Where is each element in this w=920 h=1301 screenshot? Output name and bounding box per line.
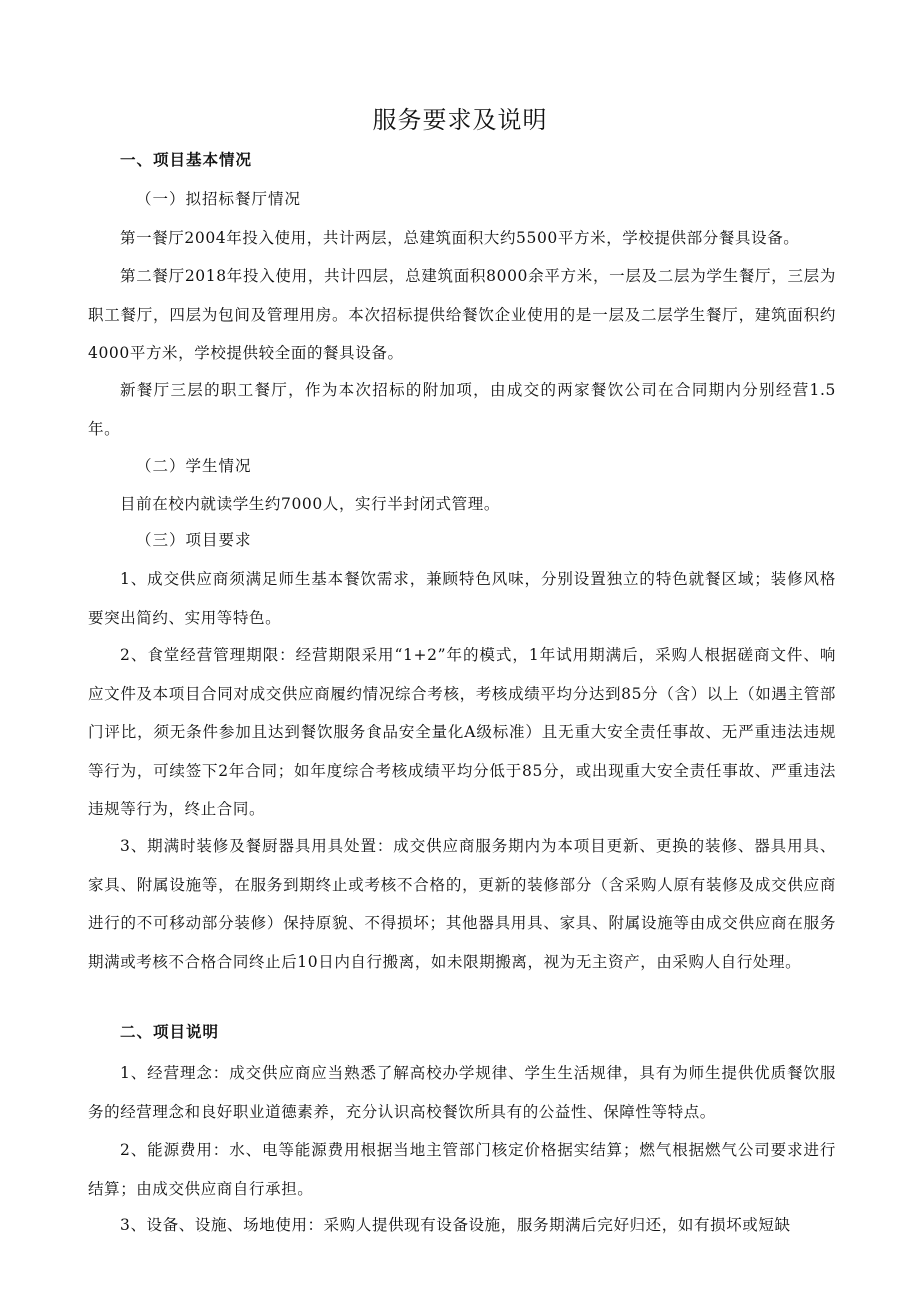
section-heading-project-basics: 一、项目基本情况 — [120, 150, 253, 169]
paragraph-note-2: 2、能源费用：水、电等能源费用根据当地主管部门核定价格据实结算；燃气根据燃气公司要求进行结算；由成交供应商自行承担。 — [88, 1141, 836, 1198]
page-title: 服务要求及说明 — [372, 106, 548, 134]
paragraph-note-3: 3、设备、设施、场地使用：采购人提供现有设备设施，服务期满后完好归还，如有损坏或短缺 — [120, 1216, 791, 1234]
paragraph-students: 目前在校内就读学生约7000人，实行半封闭式管理。 — [120, 495, 500, 513]
paragraph-note-1: 1、经营理念：成交供应商应当熟悉了解高校办学规律、学生生活规律，具有为师生提供优质餐饮服务的经营理念和良好职业道德素养，充分认识高校餐饮所具有的公益性、保障性等特点。 — [88, 1064, 836, 1121]
subsection-heading-requirements: （三）项目要求 — [136, 531, 252, 549]
paragraph-first-canteen: 第一餐厅2004年投入使用，共计两层，总建筑面积大约5500平方米，学校提供部分餐具设备。 — [120, 229, 800, 247]
paragraph-second-canteen: 第二餐厅2018年投入使用，共计四层，总建筑面积8000余平方米，一层及二层为学生餐厅，三层为职工餐厅，四层为包间及管理用房。本次招标提供给餐饮企业使用的是一层及二层学生餐厅，建筑面积约4000平方米，学校提供较全面的餐具设备。 — [88, 267, 836, 362]
paragraph-staff-canteen: 新餐厅三层的职工餐厅，作为本次招标的附加项，由成交的两家餐饮公司在合同期内分别经营1.5年。 — [88, 381, 836, 438]
subsection-heading-canteen: （一）拟招标餐厅情况 — [136, 190, 302, 208]
section-heading-project-notes: 二、项目说明 — [120, 1022, 220, 1041]
paragraph-requirement-2: 2、食堂经营管理期限：经营期限采用“1+2”年的模式，1年试用期满后，采购人根据磋商文件、响应文件及本项目合同对成交供应商履约情况综合考核，考核成绩平均分达到85分（含）以上（如遇主管部门评比，须无条件参加且达到餐饮服务食品安全量化A级标准）且无重大安全责任事故、无严重违法违规等行为，可续签下2年合同；如年度综合考核成绩平均分低于85分，或出现重大安全责任事故、严重违法违规等行为，终止合同。 — [88, 646, 836, 818]
subsection-heading-students: （二）学生情况 — [136, 457, 252, 475]
paragraph-requirement-1: 1、成交供应商须满足师生基本餐饮需求，兼顾特色风味，分别设置独立的特色就餐区域；装修风格要突出简约、实用等特色。 — [88, 570, 836, 627]
paragraph-requirement-3: 3、期满时装修及餐厨器具用具处置：成交供应商服务期内为本项目更新、更换的装修、器具用具、家具、附属设施等，在服务到期终止或考核不合格的，更新的装修部分（含采购人原有装修及成交供应商进行的不可移动部分装修）保持原貌、不得损坏；其他器具用具、家具、附属设施等由成交供应商在服务期满或考核不合格合同终止后10日内自行搬离，如未限期搬离，视为无主资产，由采购人自行处理。 — [88, 837, 836, 971]
